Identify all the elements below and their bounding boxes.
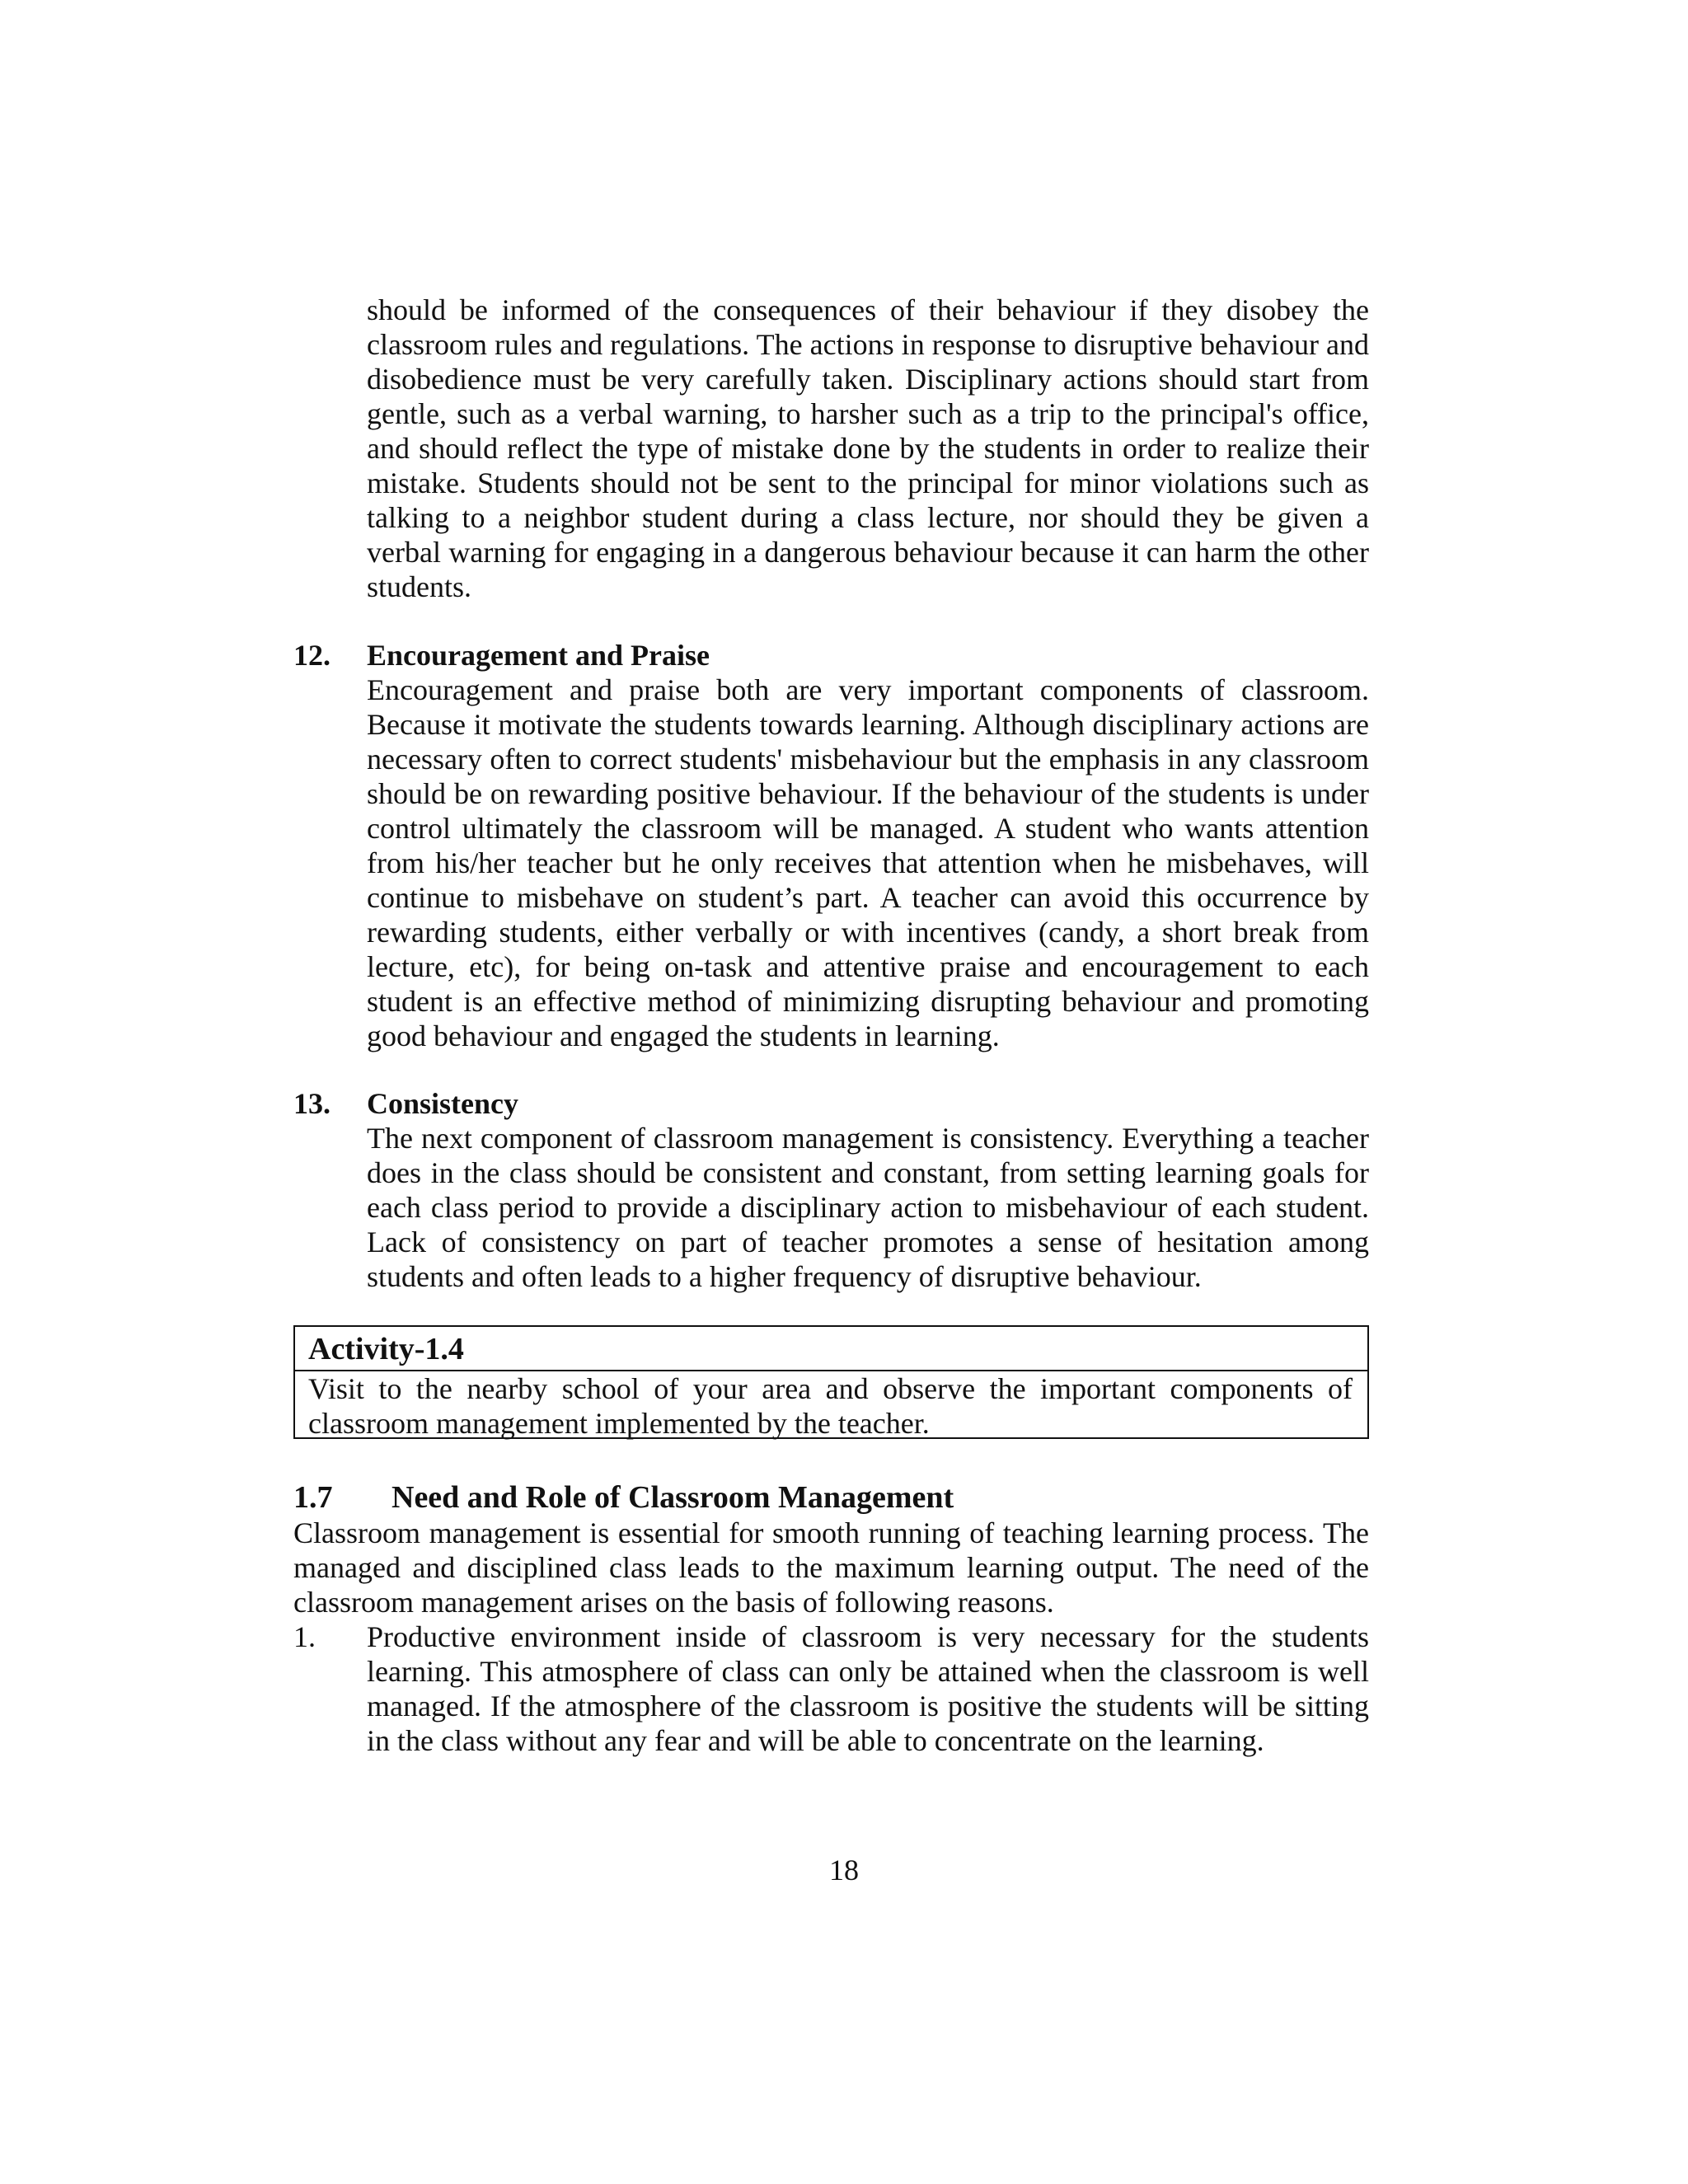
item-title-encouragement: Encouragement and Praise [367,639,710,672]
item-number-12: 12. [293,639,331,672]
list-item-number: 1. [293,1620,316,1653]
section-intro: Classroom management is essential for smooth running of teaching learning process. The managed and disciplined class leads to the maximum learning output. The need of the classroom management arises on the basis of following reasons. [293,1516,1369,1619]
item-number-13: 13. [293,1087,331,1120]
section-number: 1.7 [293,1480,333,1515]
activity-text: Visit to the nearby school of your area and observe the important components of classroom management implemented by the teacher. [308,1372,1353,1440]
activity-box [293,1325,1369,1439]
page-number: 18 [829,1854,859,1886]
section-title: Need and Role of Classroom Management [392,1480,954,1515]
list-item-text: Productive environment inside of classroom is very necessary for the students learning. This atmosphere of class can only be attained when the classroom is well managed. If the atmosphere of the classroom is positive the students will be sitting in the class without any fear and will be able to concentrate on the learning. [367,1620,1369,1757]
intro-paragraph: should be informed of the consequences of their behaviour if they disobey the classroom rules and regulations. The actions in response to disruptive behaviour and disobedience must be very carefully taken. Disciplinary actions should start from gentle, such as a verbal warning, to harsher such as a trip to the principal's office, and should reflect the type of mistake done by the students in order to realize their mistake. Students should not be sent to the principal for minor violations such as talking to a neighbor student during a class lecture, nor should they be given a verbal warning for engaging in a dangerous behaviour because it can harm the other students. [367,293,1369,603]
item-body-consistency: The next component of classroom management is consistency. Everything a teacher does in the class should be consistent and constant, from setting learning goals for each class period to provide a disciplinary action to misbehaviour of each student. Lack of consistency on part of teacher promotes a sense of hesitation among students and often leads to a higher frequency of disruptive behaviour. [367,1122,1369,1293]
item-body-encouragement: Encouragement and praise both are very important components of classroom. Because it motivate the students towards learning. Although disciplinary actions are necessary often to correct students' misbehaviour but the emphasis in any classroom should be on rewarding positive behaviour. If the behaviour of the students is under control ultimately the classroom will be managed. A student who wants attention from his/her teacher but he only receives that attention when he misbehaves, will continue to misbehave on student’s part. A teacher can avoid this occurrence by rewarding students, either verbally or with incentives (candy, a short break from lecture, etc), for being on-task and attentive praise and encouragement to each student is an effective method of minimizing disrupting behaviour and promoting good behaviour and engaged the students in learning. [367,673,1369,1052]
item-title-consistency: Consistency [367,1087,519,1120]
activity-title: Activity-1.4 [308,1332,464,1366]
